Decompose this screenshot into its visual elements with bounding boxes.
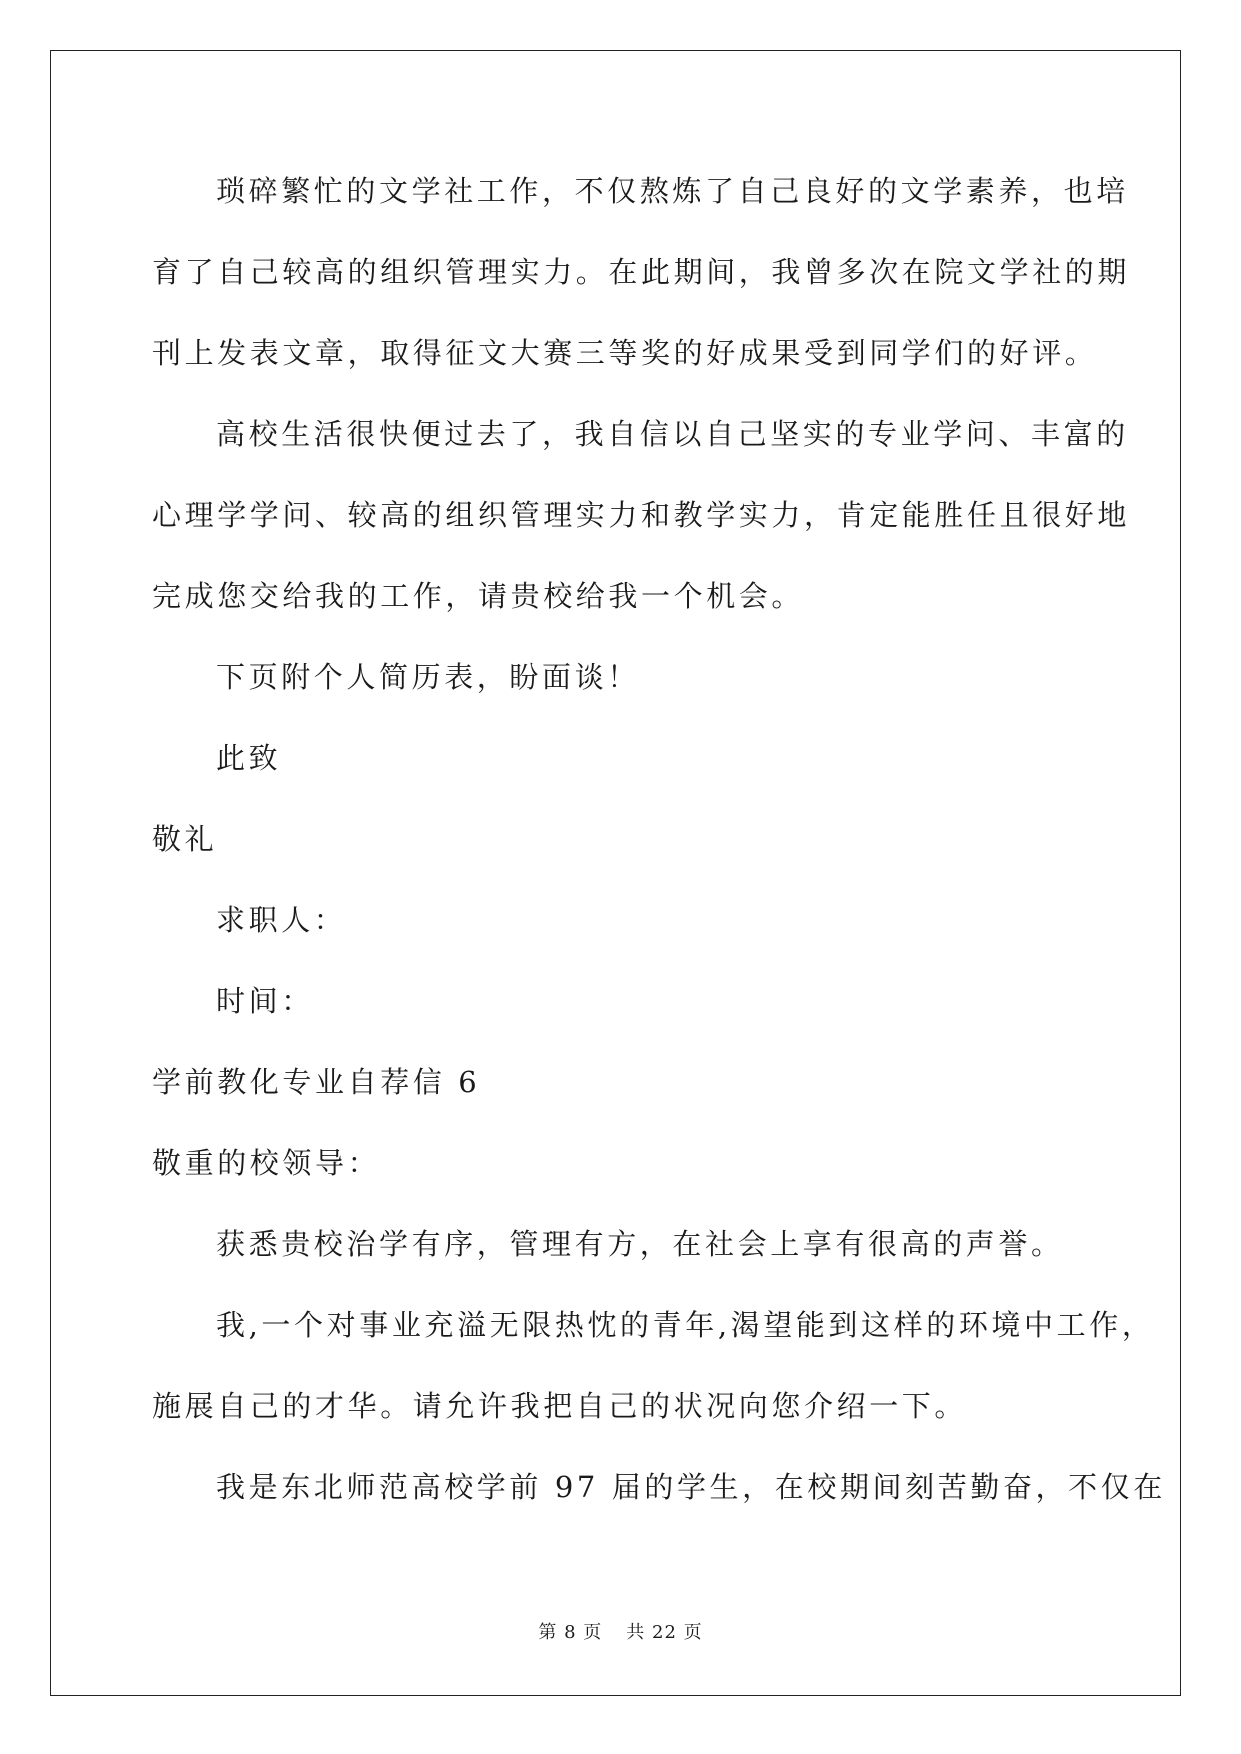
page-total: 共 22 页 [626,1622,703,1643]
paragraph-line: 我,一个对事业充溢无限热忱的青年,渴望能到这样的环境中工作， [216,1308,1155,1342]
paragraph-line: 心理学学问、较高的组织管理实力和教学实力，肯定能胜任且很好地 [152,498,1131,532]
paragraph-line: 我是东北师范高校学前 97 届的学生，在校期间刻苦勤奋，不仅在 [216,1470,1166,1504]
paragraph-line: 琐碎繁忙的文学社工作，不仅熬炼了自己良好的文学素养，也培 [216,174,1129,208]
page-footer [0,1618,1241,1644]
signature-date: 时间： [216,984,314,1018]
paragraph-line: 高校生活很快便过去了，我自信以自己坚实的专业学问、丰富的 [216,417,1129,451]
paragraph-line: 完成您交给我的工作，请贵校给我一个机会。 [152,579,805,613]
paragraph-line: 下页附个人简历表，盼面谈！ [216,660,640,694]
paragraph-line: 刊上发表文章，取得征文大赛三等奖的好成果受到同学们的好评。 [152,336,1098,370]
paragraph-line: 施展自己的才华。请允许我把自己的状况向您介绍一下。 [152,1389,968,1423]
salutation: 敬礼 [152,822,218,856]
greeting: 敬重的校领导： [152,1146,381,1180]
paragraph-line: 获悉贵校治学有序，管理有方，在社会上享有很高的声誉。 [216,1227,1064,1261]
signature-applicant: 求职人： [216,903,347,937]
page-number: 第 8 页 [538,1622,603,1643]
section-title: 学前教化专业自荐信 6 [152,1065,481,1099]
closing-phrase: 此致 [216,741,282,775]
paragraph-line: 育了自己较高的组织管理实力。在此期间，我曾多次在院文学社的期 [152,255,1131,289]
document-body [152,166,1166,1543]
